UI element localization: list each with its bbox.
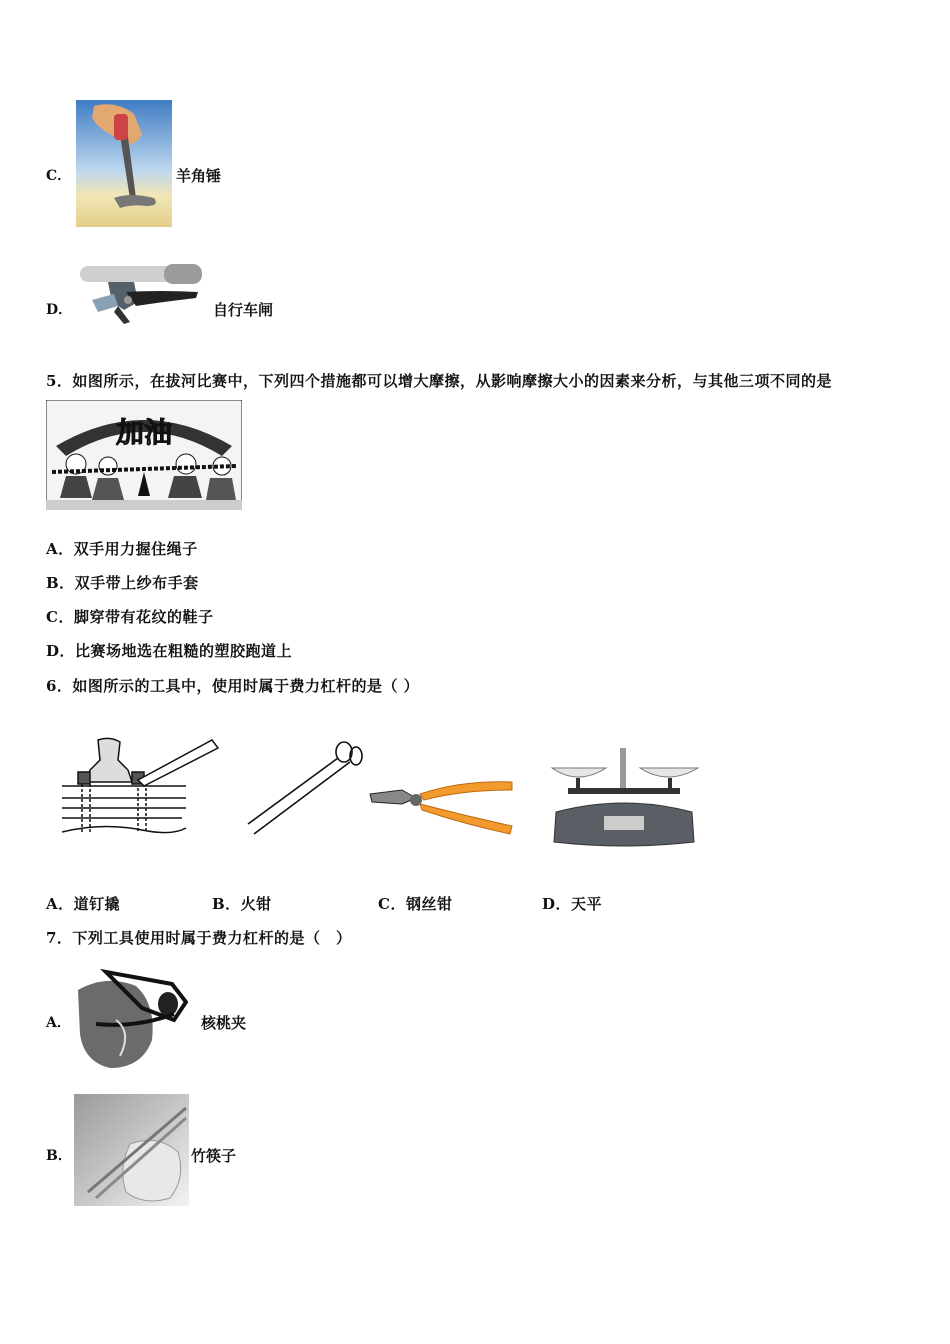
q5-option-a: A．双手用力握住绳子 (46, 540, 198, 558)
option-c-letter: C． (46, 168, 72, 184)
tug-of-war-image (46, 400, 242, 510)
q5-option-b: B．双手带上纱布手套 (46, 574, 199, 592)
q7-option-a-label: 核桃夹 (201, 1014, 247, 1032)
question-5-stem: 5．如图所示，在拔河比赛中，下列四个措施都可以增大摩擦，从影响摩擦大小的因素来分析，与其他三项不同的是 (46, 372, 832, 390)
option-d-label: 自行车闸 (213, 301, 274, 319)
banner-text: 加油 (115, 416, 173, 449)
option-c-label: 羊角锤 (176, 167, 222, 185)
q6-option-b: B．火钳 (212, 895, 272, 913)
q7-option-a-letter: A． (46, 1015, 71, 1031)
chopsticks-image (74, 1094, 189, 1206)
q6-option-d: D．天平 (542, 895, 603, 913)
question-7-stem: 7．下列工具使用时属于费力杠杆的是（ ） (46, 929, 352, 947)
fire-tongs-image (246, 740, 364, 838)
question-6-stem: 6．如图所示的工具中，使用时属于费力杠杆的是（ ） (46, 677, 420, 695)
bicycle-brake-image (78, 262, 206, 326)
q7-option-b-label: 竹筷子 (191, 1147, 237, 1165)
q5-option-c: C．脚穿带有花纹的鞋子 (46, 608, 214, 626)
q5-option-d: D．比赛场地选在粗糙的塑胶跑道上 (46, 642, 293, 660)
q6-option-a: A．道钉撬 (46, 895, 121, 913)
rail-spike-bar-image (62, 736, 220, 836)
q7-option-b-letter: B． (46, 1148, 72, 1164)
claw-hammer-image (76, 100, 172, 227)
balance-scale-image (548, 746, 700, 850)
nutcracker-image (76, 964, 188, 1072)
q6-option-c: C．钢丝钳 (378, 895, 453, 913)
wire-pliers-image (366, 770, 516, 836)
option-d-letter: D． (46, 302, 73, 318)
